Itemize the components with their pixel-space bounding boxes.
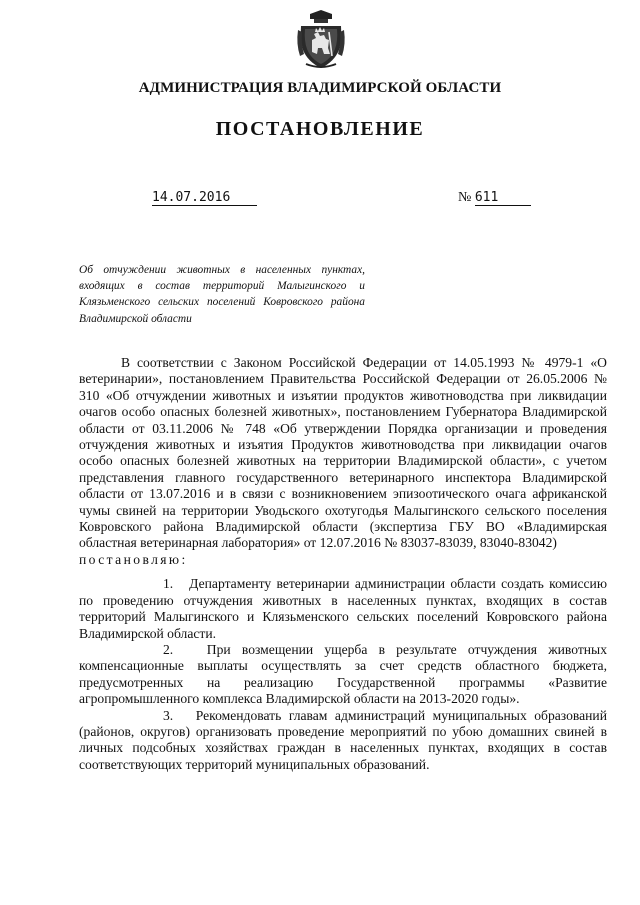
item-text: При возмещении ущерба в результате отчуждения животных компенсационные выплаты осуществлять за счет средств областного бюджета, предусмотренных на реализацию Государственной программы «Развитие агропромышленного комплекса Владимирской области на 2013-2020 годы».	[79, 641, 607, 707]
vladimir-coat-of-arms-icon	[296, 10, 346, 70]
item-number: 1.	[163, 576, 174, 592]
document-body	[79, 355, 607, 773]
list-item	[79, 708, 607, 774]
resolve-word: постановляю:	[79, 551, 188, 567]
item-text: Департаменту ветеринарии администрации области создать комиссию по проведению отчуждения животных в населенных пунктах, входящих в состав территорий Малыгинского и Клязьменского сельских поселений Ковровского района Владимирской области.	[79, 576, 607, 641]
preamble-paragraph: В соответствии с Законом Российской Федерации от 14.05.1993 № 4979-1 «О ветеринарии», постановлением Правительства Российской Федерации от 26.05.2006 № 310 «Об отчуждении животных и изъятии продуктов животноводства при ликвидации очагов особо опасных болезней животных», постановлением Губернатора Владимирской области от 03.11.2006 № 748 «Об утверждении Порядка организации и проведения отчуждения животных и изъятия Продуктов животноводства при ликвидации очагов особо опасных болезней животных на территории Владимирской области», с учетом представления главного государственного ветеринарного инспектора Владимирской области от 13.07.2016 и в связи с возникновением эпизоотического очага африканской чумы свиней на территории Уводьского охотугодья Малыгинского сельского поселения Ковровского района Владимирской области (экспертиза ГБУ ВО «Владимирская областная ветеринарная лаборатория» от 12.07.2016 № 83037-83039, 83040-83042)	[79, 355, 607, 551]
issuing-agency: АДМИНИСТРАЦИЯ ВЛАДИМИРСКОЙ ОБЛАСТИ	[138, 80, 502, 96]
number-value: 611	[475, 190, 531, 206]
document-date: 14.07.2016	[152, 190, 257, 206]
number-prefix: №	[458, 190, 472, 205]
list-item	[79, 576, 607, 642]
item-number: 2.	[163, 641, 174, 657]
document-number	[458, 190, 531, 206]
item-number: 3.	[163, 707, 174, 723]
document-subject: Об отчуждении животных в населенных пунктах, входящих в состав территорий Малыгинского и Клязьменского сельских поселений Ковровского района Владимирской области	[79, 264, 365, 325]
document-type-title: ПОСТАНОВЛЕНИЕ	[215, 118, 425, 140]
item-text: Рекомендовать главам администраций муниципальных образований (районов, округов) организовать проведение мероприятий по убою домашних свиней в личных подсобных хозяйствах граждан в населенных пунктах, входящих в состав соответствующих территорий муниципальных образований.	[79, 707, 607, 772]
list-item	[79, 642, 607, 708]
